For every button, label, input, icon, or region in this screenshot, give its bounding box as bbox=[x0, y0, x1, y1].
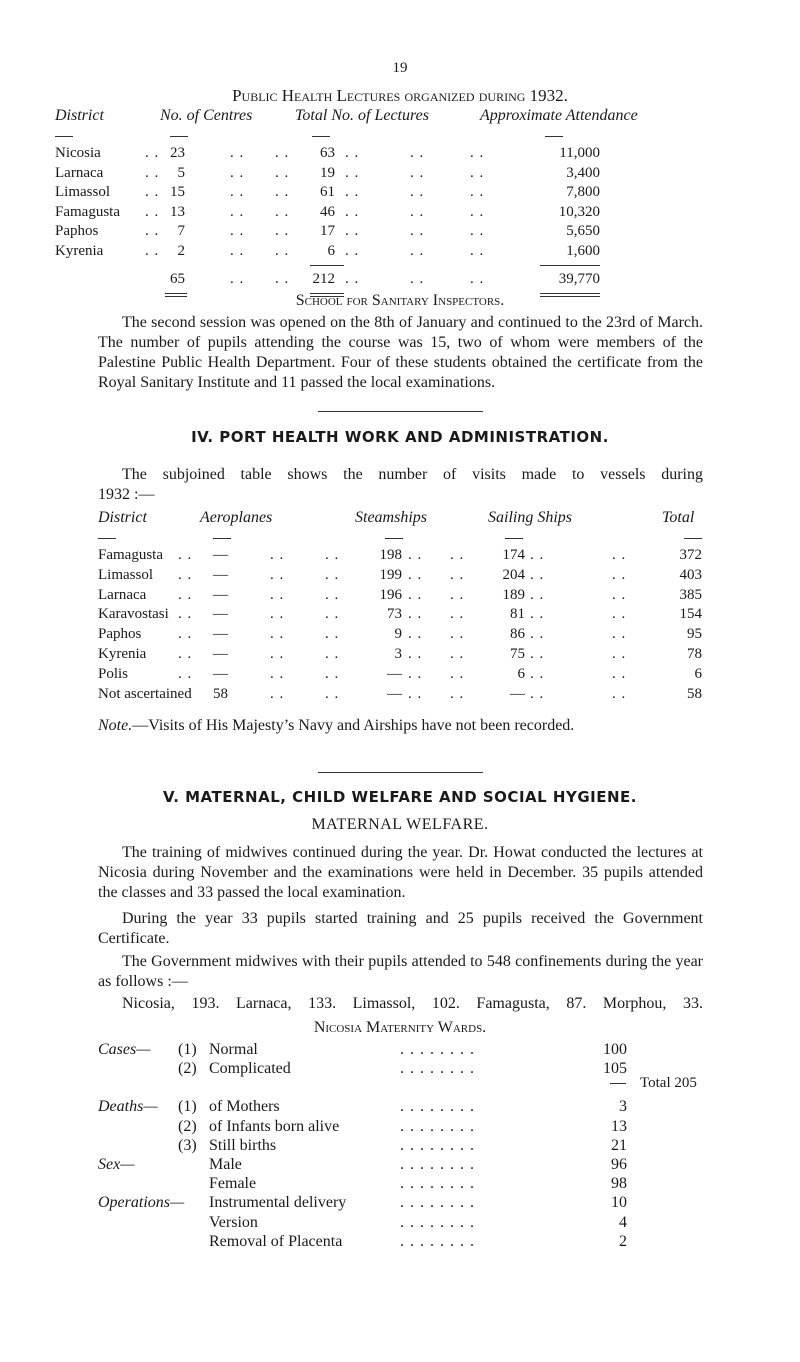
dot-leader: . . bbox=[345, 145, 360, 161]
dot-leader: . . bbox=[612, 626, 627, 643]
item-label: Still births bbox=[209, 1136, 277, 1154]
row-aeroplanes: 58 bbox=[213, 685, 228, 702]
dot-leader: . . bbox=[178, 606, 193, 623]
dot-leader: . . bbox=[270, 566, 285, 583]
item-group: Deaths— bbox=[98, 1098, 158, 1116]
dot-leader: . . bbox=[450, 606, 465, 623]
total-centres: 65 bbox=[170, 271, 185, 287]
row-district: Famagusta bbox=[98, 547, 163, 563]
dot-leader: . . bbox=[530, 646, 545, 662]
dot-leader: . . bbox=[275, 223, 290, 240]
list-item bbox=[0, 1098, 800, 1118]
maternal-paragraph-3: The Government midwives with their pupils attended to 548 confinements during the year as follows :— bbox=[98, 953, 703, 990]
item-number: (1) bbox=[178, 1041, 197, 1058]
table-row bbox=[0, 547, 800, 567]
row-attendance: 11,000 bbox=[559, 145, 600, 161]
item-label: Male bbox=[209, 1156, 242, 1173]
table-row bbox=[0, 686, 800, 706]
item-number: (2) bbox=[178, 1060, 197, 1078]
dot-leader: . . bbox=[275, 271, 290, 287]
maternal-subheading: MATERNAL WELFARE. bbox=[311, 816, 489, 833]
row-total: 58 bbox=[687, 685, 702, 702]
dot-leader: . . bbox=[408, 665, 423, 682]
row-district: Kyrenia bbox=[55, 243, 104, 259]
dot-leader: . . bbox=[410, 145, 425, 161]
dot-leader: . . bbox=[270, 606, 285, 623]
dot-leader: . . bbox=[530, 566, 545, 583]
table-row bbox=[0, 567, 800, 587]
dot-leader: . . bbox=[275, 184, 290, 201]
total-attendance: 39,770 bbox=[558, 271, 600, 287]
dot-leader: . . bbox=[178, 665, 193, 682]
totals-row bbox=[0, 271, 800, 291]
item-value: 100 bbox=[603, 1041, 627, 1058]
dot-leader: . . . . . . . . bbox=[400, 1232, 475, 1250]
row-district: Paphos bbox=[98, 626, 142, 643]
dot-leader: . . bbox=[530, 586, 545, 603]
row-steamships: 199 bbox=[379, 566, 402, 583]
row-lectures: 6 bbox=[327, 243, 335, 259]
row-lectures: 46 bbox=[320, 203, 335, 220]
list-item bbox=[0, 1041, 800, 1061]
dot-leader: . . bbox=[145, 203, 160, 220]
row-steamships: — bbox=[387, 665, 402, 682]
row-district: Larnaca bbox=[55, 164, 104, 181]
row-district: Polis bbox=[98, 665, 129, 682]
dot-leader: . . bbox=[530, 547, 545, 563]
dot-leader: . . bbox=[230, 145, 245, 161]
row-district: Limassol bbox=[98, 566, 153, 583]
item-label: Version bbox=[209, 1213, 258, 1231]
dot-leader: . . bbox=[270, 626, 285, 643]
row-lectures: 17 bbox=[320, 223, 335, 240]
dot-leader: . . bbox=[230, 164, 245, 181]
row-district: Kyrenia bbox=[98, 646, 147, 662]
row-attendance: 3,400 bbox=[566, 164, 600, 181]
dot-leader: . . bbox=[470, 223, 485, 240]
header-aeroplanes: Aeroplanes bbox=[200, 509, 273, 526]
row-lectures: 61 bbox=[320, 184, 335, 201]
dot-leader: . . bbox=[270, 685, 285, 702]
list-item bbox=[0, 1175, 800, 1195]
row-sailing-ships: 6 bbox=[517, 665, 525, 682]
page-number: 19 bbox=[392, 60, 408, 76]
dot-leader: . . . . . . . . bbox=[400, 1194, 475, 1212]
dot-leader: . . bbox=[470, 164, 485, 181]
dot-leader: . . bbox=[470, 184, 485, 201]
dot-leader: . . bbox=[408, 547, 423, 563]
dot-leader: . . bbox=[612, 586, 627, 603]
row-aeroplanes: — bbox=[213, 547, 228, 563]
dot-leader: . . bbox=[470, 203, 485, 220]
port-intro: The subjoined table shows the number of visits made to vessels during bbox=[122, 466, 703, 483]
header-dash bbox=[55, 136, 73, 137]
dot-leader: . . bbox=[450, 685, 465, 702]
item-label: of Mothers bbox=[209, 1098, 280, 1116]
dot-leader: . . bbox=[275, 243, 290, 259]
table-row bbox=[0, 204, 800, 224]
row-district: Nicosia bbox=[55, 145, 101, 161]
dot-leader: . . bbox=[410, 184, 425, 201]
dot-leader: . . . . . . . . bbox=[400, 1136, 475, 1154]
header-dash bbox=[505, 538, 523, 539]
row-steamships: 196 bbox=[379, 586, 402, 603]
dot-leader: . . bbox=[408, 566, 423, 583]
dot-leader: . . bbox=[530, 626, 545, 643]
dot-leader: . . bbox=[325, 685, 340, 702]
item-value: 21 bbox=[611, 1136, 627, 1154]
row-centres: 13 bbox=[170, 203, 185, 220]
dot-leader: . . bbox=[230, 184, 245, 201]
dot-leader: . . bbox=[408, 685, 423, 702]
item-label: Female bbox=[209, 1175, 257, 1193]
row-lectures: 19 bbox=[320, 164, 335, 181]
cases-divider bbox=[610, 1083, 626, 1084]
school-title: School for Sanitary Inspectors. bbox=[295, 292, 505, 309]
dot-leader: . . bbox=[325, 566, 340, 583]
row-sailing-ships: 81 bbox=[510, 606, 525, 623]
lectures-title: Public Health Lectures organized during 1932. bbox=[232, 86, 568, 105]
header-total: Total bbox=[662, 509, 695, 526]
row-steamships: 3 bbox=[394, 646, 402, 662]
dot-leader: . . . . . . . . bbox=[400, 1156, 475, 1173]
row-steamships: — bbox=[387, 685, 402, 702]
row-total: 385 bbox=[679, 586, 702, 603]
row-total: 154 bbox=[679, 606, 702, 623]
header-dash bbox=[545, 136, 563, 137]
maternal-paragraph-1: The training of midwives continued during the year. Dr. Howat conducted the lectures at Nicosia during November and the examinations were held in December. 35 pupils attended the classes and 33 passed the local examination. bbox=[98, 844, 703, 901]
header-dash bbox=[385, 538, 403, 539]
row-aeroplanes: — bbox=[213, 665, 228, 682]
row-total: 372 bbox=[679, 547, 702, 563]
list-item bbox=[0, 1214, 800, 1234]
row-district: Paphos bbox=[55, 223, 99, 240]
table-row bbox=[0, 606, 800, 626]
item-value: 4 bbox=[619, 1213, 627, 1231]
table-row bbox=[0, 223, 800, 243]
dot-leader: . . bbox=[410, 223, 425, 240]
dot-leader: . . bbox=[408, 646, 423, 662]
dot-leader: . . bbox=[325, 646, 340, 662]
item-number: (1) bbox=[178, 1098, 197, 1116]
item-group: Cases— bbox=[98, 1041, 151, 1058]
row-steamships: 198 bbox=[379, 547, 402, 563]
dot-leader: . . bbox=[410, 271, 425, 287]
row-sailing-ships: 204 bbox=[502, 566, 525, 583]
table-row bbox=[0, 184, 800, 204]
dot-leader: . . bbox=[612, 606, 627, 623]
dot-leader: . . bbox=[530, 665, 545, 682]
table-row bbox=[0, 646, 800, 666]
port-note bbox=[98, 717, 574, 735]
row-total: 403 bbox=[679, 566, 702, 583]
dot-leader: . . bbox=[408, 586, 423, 603]
dot-leader: . . bbox=[145, 184, 160, 201]
row-centres: 5 bbox=[177, 164, 185, 181]
list-item bbox=[0, 1233, 800, 1253]
dot-leader: . . bbox=[270, 665, 285, 682]
school-paragraph: The second session was opened on the 8th of January and continued to the 23rd of March. The number of pupils attending the course was 15, two of whom were members of the Palestine Public Health Department. Four of these students obtained the certificate from the Royal Sanitary Institute and 11 passed the local examinations. bbox=[98, 314, 703, 391]
list-item bbox=[0, 1137, 800, 1157]
header-steamships: Steamships bbox=[355, 509, 427, 526]
dot-leader: . . bbox=[450, 547, 465, 563]
dot-leader: . . bbox=[145, 164, 160, 181]
row-aeroplanes: — bbox=[213, 626, 228, 643]
row-sailing-ships: 75 bbox=[510, 646, 525, 662]
dot-leader: . . bbox=[345, 203, 360, 220]
dot-leader: . . bbox=[275, 145, 290, 161]
cases-total: Total 205 bbox=[640, 1075, 697, 1091]
dot-leader: . . bbox=[230, 223, 245, 240]
dot-leader: . . . . . . . . bbox=[400, 1213, 475, 1231]
dot-leader: . . bbox=[408, 626, 423, 643]
dot-leader: . . bbox=[325, 626, 340, 643]
list-item bbox=[0, 1194, 800, 1214]
item-group: Sex— bbox=[98, 1156, 135, 1173]
table-row bbox=[0, 666, 800, 686]
dot-leader: . . . . . . . . bbox=[400, 1060, 475, 1078]
dot-leader: . . bbox=[230, 271, 245, 287]
dot-leader: . . bbox=[230, 203, 245, 220]
row-steamships: 73 bbox=[387, 606, 402, 623]
row-centres: 2 bbox=[177, 243, 185, 259]
item-value: 3 bbox=[619, 1098, 627, 1116]
row-centres: 15 bbox=[170, 184, 185, 201]
dot-leader: . . bbox=[450, 626, 465, 643]
wards-title: Nicosia Maternity Wards. bbox=[313, 1019, 487, 1036]
dot-leader: . . bbox=[530, 685, 545, 702]
subtotal-rule bbox=[540, 265, 600, 266]
dot-leader: . . bbox=[612, 547, 627, 563]
item-label: Normal bbox=[209, 1041, 258, 1058]
row-aeroplanes: — bbox=[213, 586, 228, 603]
item-value: 105 bbox=[603, 1060, 627, 1078]
row-attendance: 7,800 bbox=[566, 184, 600, 201]
row-total: 6 bbox=[694, 665, 702, 682]
item-value: 10 bbox=[611, 1194, 627, 1212]
dot-leader: . . bbox=[410, 243, 425, 259]
dot-leader: . . bbox=[450, 566, 465, 583]
header-dash bbox=[684, 538, 702, 539]
table-row bbox=[0, 165, 800, 185]
row-district: Famagusta bbox=[55, 203, 120, 220]
item-label: Removal of Placenta bbox=[209, 1232, 343, 1250]
dot-leader: . . bbox=[470, 243, 485, 259]
row-district: Larnaca bbox=[98, 586, 147, 603]
table-row bbox=[0, 587, 800, 607]
item-value: 98 bbox=[611, 1175, 627, 1193]
maternal-paragraph-4: Nicosia, 193. Larnaca, 133. Limassol, 102. Famagusta, 87. Morphou, 33. bbox=[122, 995, 703, 1012]
item-label: Complicated bbox=[209, 1060, 291, 1078]
row-district: Limassol bbox=[55, 184, 110, 201]
note-text: —Visits of His Majesty’s Navy and Airships have not been recorded. bbox=[132, 717, 575, 734]
dot-leader: . . bbox=[275, 164, 290, 181]
dot-leader: . . bbox=[270, 646, 285, 662]
header-attendance: Approximate Attendance bbox=[480, 107, 638, 124]
row-attendance: 5,650 bbox=[566, 223, 600, 240]
dot-leader: . . bbox=[450, 646, 465, 662]
dot-leader: . . bbox=[178, 547, 193, 563]
row-sailing-ships: 86 bbox=[510, 626, 525, 643]
row-total: 78 bbox=[687, 646, 702, 662]
maternal-paragraph-2: During the year 33 pupils started training and 25 pupils received the Government Certificate. bbox=[98, 910, 703, 947]
dot-leader: . . bbox=[275, 203, 290, 220]
dot-leader: . . bbox=[145, 223, 160, 240]
item-group: Operations— bbox=[98, 1194, 185, 1212]
header-sailing-ships: Sailing Ships bbox=[488, 509, 573, 526]
item-value: 13 bbox=[611, 1117, 627, 1135]
dot-leader: . . . . . . . . bbox=[400, 1117, 475, 1135]
header-dash bbox=[312, 136, 330, 137]
dot-leader: . . . . . . . . bbox=[400, 1098, 475, 1116]
dot-leader: . . bbox=[325, 547, 340, 563]
dot-leader: . . bbox=[410, 164, 425, 181]
dot-leader: . . bbox=[470, 271, 485, 287]
dot-leader: . . bbox=[178, 566, 193, 583]
item-number: (2) bbox=[178, 1117, 197, 1135]
header-dash bbox=[213, 538, 231, 539]
row-aeroplanes: — bbox=[213, 566, 228, 583]
item-label: Instrumental delivery bbox=[209, 1194, 347, 1212]
table-row bbox=[0, 626, 800, 646]
header-dash bbox=[98, 538, 116, 539]
item-value: 96 bbox=[611, 1156, 627, 1173]
item-label: of Infants born alive bbox=[209, 1117, 340, 1135]
port-intro-year: 1932 :— bbox=[98, 486, 155, 503]
dot-leader: . . bbox=[230, 243, 245, 259]
section-divider bbox=[318, 772, 483, 773]
dot-leader: . . bbox=[178, 586, 193, 603]
dot-leader: . . bbox=[270, 586, 285, 603]
row-aeroplanes: — bbox=[213, 646, 228, 662]
row-lectures: 63 bbox=[320, 145, 335, 161]
port-heading: IV. PORT HEALTH WORK AND ADMINISTRATION. bbox=[191, 428, 609, 446]
row-centres: 23 bbox=[170, 145, 185, 161]
dot-leader: . . bbox=[145, 243, 160, 259]
dot-leader: . . bbox=[325, 606, 340, 623]
row-sailing-ships: — bbox=[510, 685, 525, 702]
dot-leader: . . bbox=[345, 271, 360, 287]
row-steamships: 9 bbox=[394, 626, 402, 643]
list-item bbox=[0, 1156, 800, 1176]
header-dash bbox=[170, 136, 188, 137]
header-district: District bbox=[55, 107, 104, 124]
dot-leader: . . . . . . . . bbox=[400, 1041, 475, 1058]
note-label: Note. bbox=[98, 717, 133, 734]
row-sailing-ships: 189 bbox=[502, 586, 525, 603]
dot-leader: . . bbox=[178, 626, 193, 643]
section-divider bbox=[318, 411, 483, 412]
dot-leader: . . bbox=[145, 145, 160, 161]
dot-leader: . . bbox=[345, 223, 360, 240]
subtotal-rule bbox=[310, 265, 344, 266]
dot-leader: . . bbox=[450, 665, 465, 682]
item-value: 2 bbox=[619, 1232, 627, 1250]
row-aeroplanes: — bbox=[213, 606, 228, 623]
row-attendance: 1,600 bbox=[566, 243, 600, 259]
dot-leader: . . . . . . . . bbox=[400, 1175, 475, 1193]
dot-leader: . . bbox=[470, 145, 485, 161]
dot-leader: . . bbox=[612, 566, 627, 583]
dot-leader: . . bbox=[450, 586, 465, 603]
dot-leader: . . bbox=[345, 243, 360, 259]
table-row bbox=[0, 243, 800, 263]
header-lectures: Total No. of Lectures bbox=[295, 107, 429, 124]
dot-leader: . . bbox=[270, 547, 285, 563]
dot-leader: . . bbox=[530, 606, 545, 623]
dot-leader: . . bbox=[410, 203, 425, 220]
dot-leader: . . bbox=[345, 184, 360, 201]
dot-leader: . . bbox=[408, 606, 423, 623]
item-number: (3) bbox=[178, 1136, 197, 1154]
dot-leader: . . bbox=[345, 164, 360, 181]
dot-leader: . . bbox=[325, 665, 340, 682]
dot-leader: . . bbox=[325, 586, 340, 603]
row-total: 95 bbox=[687, 626, 702, 643]
table-row bbox=[0, 145, 800, 165]
dot-leader: . . bbox=[178, 646, 193, 662]
maternal-heading: V. MATERNAL, CHILD WELFARE AND SOCIAL HYGIENE. bbox=[163, 788, 637, 806]
row-district: Karavostasi bbox=[98, 606, 169, 623]
row-centres: 7 bbox=[177, 223, 185, 240]
dot-leader: . . bbox=[612, 665, 627, 682]
row-attendance: 10,320 bbox=[558, 203, 600, 220]
list-item bbox=[0, 1118, 800, 1138]
dot-leader: . . bbox=[612, 685, 627, 702]
row-district: Not ascertained bbox=[98, 685, 192, 702]
header-district: District bbox=[98, 509, 147, 526]
dot-leader: . . bbox=[612, 646, 627, 662]
header-centres: No. of Centres bbox=[160, 107, 253, 124]
total-lectures: 212 bbox=[312, 271, 335, 287]
row-sailing-ships: 174 bbox=[502, 547, 525, 563]
